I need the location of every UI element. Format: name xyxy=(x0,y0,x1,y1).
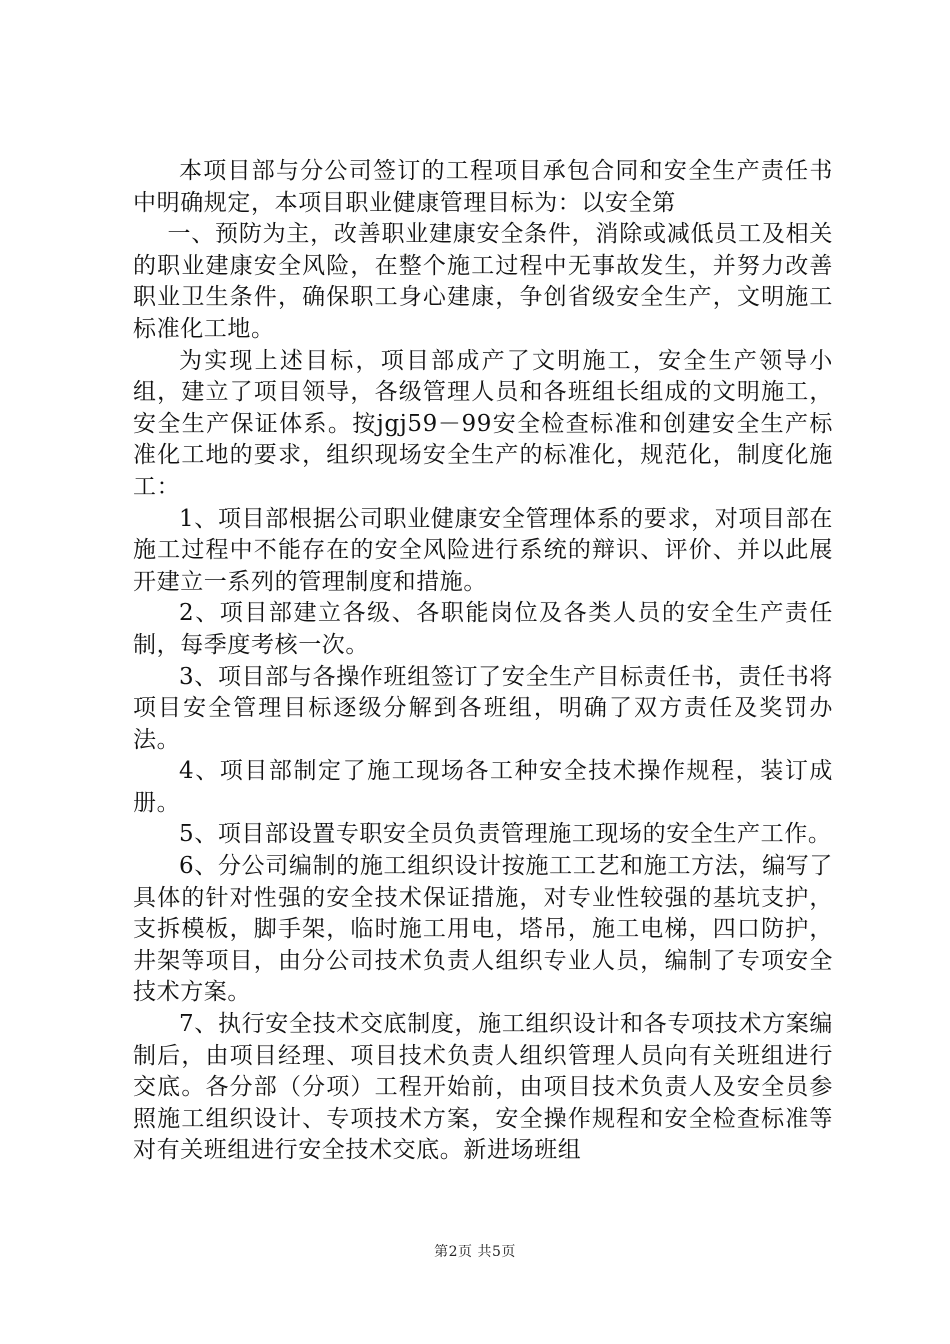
paragraph-item-7: 7、执行安全技术交底制度，施工组织设计和各专项技术方案编制后，由项目经理、项目技术负责人组织管理人员向有关班组进行交底。各分部（分项）工程开始前，由项目技术负责人及安全员参照施工组织设计、专项技术方案，安全操作规程和安全检查标准等对有关班组进行安全技术交底。新进场班组 xyxy=(133,1011,833,1164)
paragraph-prevention-goals: 一、预防为主，改善职业建康安全条件，消除或减低员工及相关的职业建康安全风险，在整个施工过程中无事故发生，并努力改善职业卫生条件，确保职工身心建康，争创省级安全生产，文明施工标准化工地。 xyxy=(133,221,833,342)
document-body xyxy=(133,156,833,1167)
paragraph-item-2: 2、项目部建立各级、各职能岗位及各类人员的安全生产责任制，每季度考核一次。 xyxy=(133,600,833,658)
page-number-footer: 第2页 共5页 xyxy=(434,1244,516,1260)
paragraph-item-6: 6、分公司编制的施工组织设计按施工工艺和施工方法，编写了具体的针对性强的安全技术保证措施，对专业性较强的基坑支护，支拆模板，脚手架，临时施工用电，塔吊，施工电梯，四口防护，井架等项目，由分公司技术负责人组织专业人员，编制了专项安全技术方案。 xyxy=(133,853,833,1006)
paragraph-item-1: 1、项目部根据公司职业健康安全管理体系的要求，对项目部在施工过程中不能存在的安全风险进行系统的辩识、评价、并以此展开建立一系列的管理制度和措施。 xyxy=(133,505,833,595)
paragraph-goal-statement: 本项目部与分公司签订的工程项目承包合同和安全生产责任书中明确规定，本项目职业健康管理目标为：以安全第 xyxy=(133,158,833,216)
paragraph-implementation: 为实现上述目标，项目部成产了文明施工，安全生产领导小组，建立了项目领导，各级管理人员和各班组长组成的文明施工，安全生产保证体系。按jgj59－99安全检查标准和创建安全生产标准化工地的要求，组织现场安全生产的标准化，规范化，制度化施工： xyxy=(133,347,833,500)
paragraph-item-4: 4、项目部制定了施工现场各工种安全技术操作规程，装订成册。 xyxy=(133,758,833,816)
paragraph-item-3: 3、项目部与各操作班组签订了安全生产目标责任书，责任书将项目安全管理目标逐级分解到各班组，明确了双方责任及奖罚办法。 xyxy=(133,663,833,753)
paragraph-item-5: 5、项目部设置专职安全员负责管理施工现场的安全生产工作。 xyxy=(179,821,832,848)
